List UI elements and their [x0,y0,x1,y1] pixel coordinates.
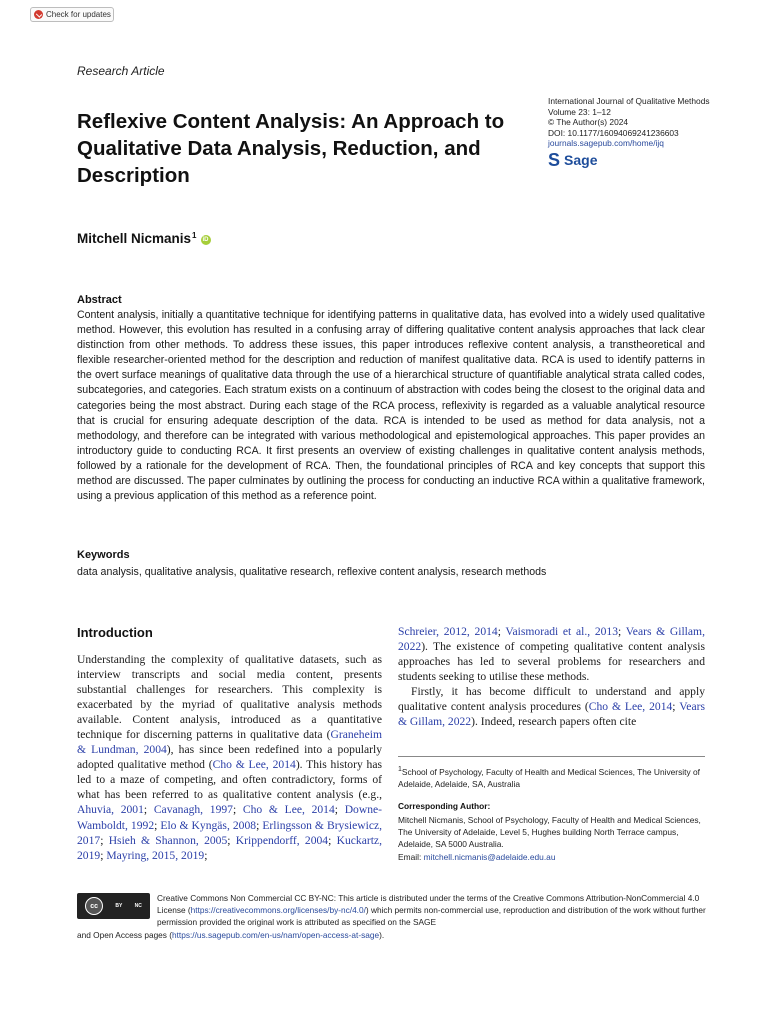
body-text: ). The existence of competing qualitative content analysis approaches has led to several problems for researchers and students seeking to utilise these methods. [398,640,705,684]
check-updates-label: Check for updates [46,10,111,19]
citation-link[interactable]: Cho & Lee, 2014 [212,758,296,772]
corresponding-author-heading: Corresponding Author: [398,801,491,811]
keywords-text: data analysis, qualitative analysis, qualitative research, reflexive content analysis, research methods [77,566,547,578]
license-text-part: Creative Commons Non Commercial CC BY-NC: This article is distributed under the terms of the Creative Commons Attribution-NonCommercial 4.0 License ( [157,893,700,916]
check-for-updates-button[interactable] [30,7,114,22]
body-text: ). This history has led to a maze of competing, and often contradictory, forms of what has been referred to as qualitative content analysis (e.g., [77,758,382,802]
license-text-part: and Open Access pages ( [77,930,173,940]
citation-link[interactable]: Vears & Gillam, 2022 [398,625,705,654]
footnote-text: School of Psychology, Faculty of Health and Medical Sciences, The University of Adelaide, Adelaide, SA, Australia [398,766,700,789]
citation-link[interactable]: Mayring, 2015, 2019 [106,848,205,862]
separator: ; [204,848,208,862]
journal-meta [548,96,738,149]
orcid-icon[interactable]: iD [202,237,209,243]
corresponding-address: Mitchell Nicmanis, School of Psychology, Faculty of Health and Medical Sciences, The University of Adelaide, Level 5, Hughes building North Terrace campus, Adelaide, SA 5000 Australia. [398,815,701,850]
affiliation-footnote [398,764,708,790]
check-updates-icon [34,10,43,19]
footnote-mark: 1 [398,766,402,773]
article-type: Research Article [77,64,165,78]
citation-link[interactable]: Erlingsson & Brysiewicz, 2017 [77,818,383,847]
corresponding-author-details [398,814,708,863]
body-text: ), has since been redefined into a popularly adopted qualitative method ( [77,743,382,772]
separator: ; [618,625,626,638]
journal-doi: DOI: 10.1177/16094069241236603 [548,127,679,138]
body-text: Understanding the complexity of qualitative datasets, such as interview transcripts and social media content, presents substantial challenges for researchers. This complexity is exacerbated by the myriad of qualitative analysis methods available. Content analysis, introduced as a quantitative technique for discerning patterns in qualitative data ( [77,653,382,742]
footnote-divider [398,756,705,757]
separator: ; [328,833,337,847]
by-icon: BY [115,903,123,909]
author-name[interactable]: Mitchell Nicmanis [77,231,192,246]
author-affiliation-mark: 1 [192,231,197,240]
license-link[interactable]: https://creativecommons.org/licenses/by-nc/4.0/ [190,905,366,916]
open-access-link[interactable]: https://us.sagepub.com/en-us/nam/open-access-at-sage [172,930,380,940]
separator: ; [334,803,345,817]
journal-volume: Volume 23: 1–12 [548,106,611,117]
citation-link[interactable]: Krippendorff, 2004 [235,833,329,847]
citation-link[interactable]: Elo & Kyngäs, 2008 [160,818,257,832]
separator: ; [256,818,263,832]
journal-url-link[interactable]: journals.sagepub.com/home/ijq [548,138,664,149]
license-text-continued [77,929,709,941]
publisher-logo [548,152,597,168]
body-paragraph [77,652,382,863]
separator: ; [143,803,154,817]
citation-link[interactable]: Graneheim & Lundman, 2004 [77,728,382,757]
keywords-heading: Keywords [77,549,130,561]
author-line [77,231,211,246]
citation-link[interactable]: Hsieh & Shannon, 2005 [108,833,228,847]
separator: ; [100,833,109,847]
corresponding-email-line [398,851,708,863]
separator: ; [154,818,161,832]
citation-link[interactable]: Vaismoradi et al., 2013 [505,625,619,638]
abstract-text: Content analysis, initially a quantitative technique for identifying patterns in qualitative data, has evolved into a widely used qualitative method. However, this evolution has resulted in a confusing array of differing qualitative content analysis approaches that lack clear distinction from other methods. To address these issues, this paper introduces reflexive content analysis, a transtheoretical and flexible researcher-oriented method for the description and reduction of manifest qualitative data. RCA is used to identify patterns in the overt surface meanings of qualitative data through the use of a hierarchical structure of quantifiable analytical strata called codes, subcategories, and categories. Each stratum exists on a continuum of abstraction with codes being the closest to the original data and categories being the most abstract. During each stage of the RCA process, reflexivity is regarded as a valuable analytical resource that is crucial for ensuring adequate description of the data. RCA is intended to be used as method for data analysis, not a methodology, and therefore can be integrated with various methodological and epistemological approaches. This paper provides an introductory guide to conducting RCA. It first presents an overview of existing challenges in qualitative content analysis methods, followed by a rationale for the development of RCA. Then, the foundational principles of RCA and key concepts that support this method are discussed. The paper culminates by outlining the process for conducting an inductive RCA within a qualitative framework, using a previous application of this method as a reference point. [77,309,705,503]
journal-name: International Journal of Qualitative Methods [548,96,710,106]
cc-icon: cc [85,897,103,915]
abstract-heading: Abstract [77,294,122,306]
sage-logo-icon: S [548,150,561,170]
citation-link[interactable]: Ahuvia, 2001 [77,803,144,817]
body-column-left [77,652,382,863]
citation-link[interactable]: Cavanagh, 1997 [153,803,233,817]
email-link[interactable]: mitchell.nicmanis@adelaide.edu.au [423,851,556,862]
separator: ; [100,848,107,862]
article-title: Reflexive Content Analysis: An Approach to Qualitative Data Analysis, Reduction, and Description [77,110,505,187]
body-text: Firstly, it has become difficult to understand and apply qualitative content analysis procedures ( [398,685,705,714]
citation-link[interactable]: Kuckartz, 2019 [77,833,382,862]
separator: ; [497,625,506,638]
citation-link[interactable]: Vears & Gillam, 2022 [398,700,705,729]
publisher-name: Sage [564,152,598,168]
citation-link[interactable]: Cho & Lee, 2014 [588,700,673,714]
license-text-part: ). [379,930,385,940]
nc-icon: NC [134,903,142,909]
body-column-right [398,624,705,729]
license-text [157,892,709,929]
introduction-heading: Introduction [77,625,153,640]
citation-link[interactable]: Schreier, 2012, 2014 [398,625,498,638]
cc-license-icon[interactable] [77,893,150,919]
journal-copyright: © The Author(s) 2024 [548,117,629,128]
separator: ; [672,700,680,714]
separator: ; [232,803,243,817]
citation-link[interactable]: Downe-Wamboldt, 1992 [77,803,383,832]
email-label: Email: [398,851,424,862]
body-paragraph [398,684,705,729]
license-text-part: ) which permits non-commercial use, reproduction and distribution of the work without further permission provided the original work is attributed as specified on the SAGE [157,905,706,928]
citation-link[interactable]: Cho & Lee, 2014 [242,803,335,817]
separator: ; [227,833,236,847]
body-text: ). Indeed, research papers often cite [471,715,637,729]
body-paragraph [398,624,705,684]
